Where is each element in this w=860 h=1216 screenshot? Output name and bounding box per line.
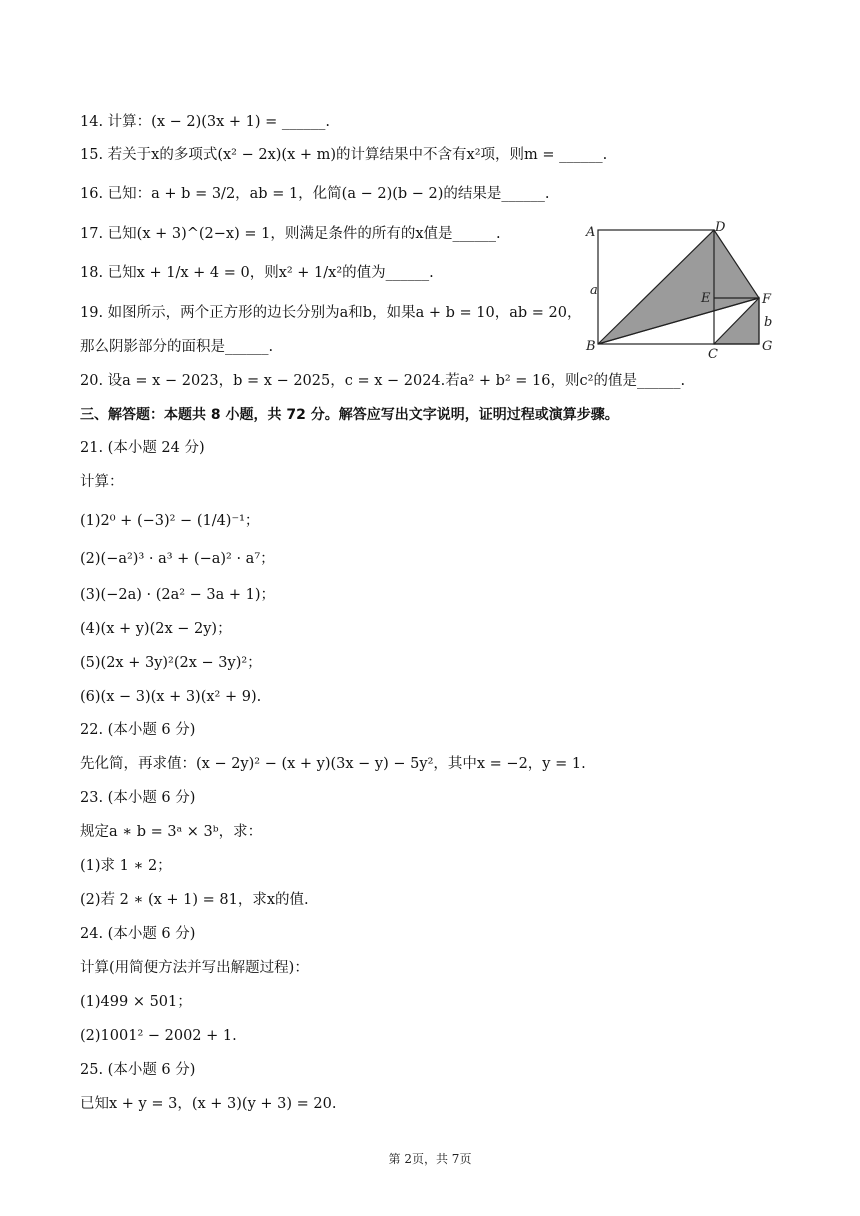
q25-header: 25. (本小题 6 分) [80, 1062, 196, 1078]
q21-part5: (5)(2x + 3y)²(2x − 3y)²； [80, 655, 262, 671]
label-a-vertex: A [586, 225, 596, 240]
q21-header: 21. (本小题 24 分) [80, 440, 205, 456]
label-c-vertex: C [708, 347, 718, 360]
section-heading: 三、解答题：本题共 8 小题，共 72 分。解答应写出文字说明，证明过程或演算步骤。 [80, 407, 619, 423]
q22-body: 先化简，再求值：(x − 2y)² − (x + y)(3x − y) − 5y²，其中x = −2，y = 1. [80, 756, 586, 772]
q24-part1: (1)499 × 501； [80, 994, 192, 1010]
q24-header: 24. (本小题 6 分) [80, 926, 196, 942]
q23-header: 23. (本小题 6 分) [80, 790, 196, 806]
q17: 17. 已知(x + 3)^(2−x) = 1，则满足条件的所有的x值是______. [80, 226, 501, 242]
q24-body: 计算(用简便方法并写出解题过程)： [80, 960, 309, 976]
q21-part1: (1)2⁰ + (−3)² − (1/4)⁻¹； [80, 513, 260, 529]
label-g-vertex: G [762, 339, 773, 354]
label-side-a: a [590, 283, 598, 298]
label-b-vertex: B [586, 339, 596, 354]
q23-part1: (1)求 1 ∗ 2； [80, 858, 172, 874]
label-d-vertex: D [715, 220, 726, 235]
q20: 20. 设a = x − 2023，b = x − 2025，c = x − 2024.若a² + b² = 16，则c²的值是______. [80, 373, 686, 389]
label-side-b: b [764, 315, 773, 330]
q23-part2: (2)若 2 ∗ (x + 1) = 81，求x的值. [80, 892, 309, 908]
q19: 19. 如图所示，两个正方形的边长分别为a和b，如果a + b = 10，ab = 20， [80, 305, 582, 321]
q16: 16. 已知：a + b = 3/2，ab = 1，化简(a − 2)(b − 2)的结果是______. [80, 186, 550, 202]
q22-header: 22. (本小题 6 分) [80, 722, 196, 738]
q23-body: 规定a ∗ b = 3ᵃ × 3ᵇ，求： [80, 824, 263, 840]
geometry-diagram [584, 220, 784, 360]
q21-instruction: 计算： [80, 474, 124, 490]
q18: 18. 已知x + 1/x + 4 = 0，则x² + 1/x²的值为______. [80, 265, 434, 281]
q21-part6: (6)(x − 3)(x + 3)(x² + 9). [80, 689, 262, 705]
page-footer: 第 2页，共 7页 [388, 1152, 472, 1166]
label-f-vertex: F [762, 292, 772, 307]
q21-part3: (3)(−2a) · (2a² − 3a + 1)； [80, 587, 276, 603]
two-squares-figure [584, 220, 784, 364]
label-e-vertex: E [701, 291, 711, 306]
q25-body: 已知x + y = 3，(x + 3)(y + 3) = 20. [80, 1096, 337, 1112]
q21-part4: (4)(x + y)(2x − 2y)； [80, 621, 232, 637]
q24-part2: (2)1001² − 2002 + 1. [80, 1028, 237, 1044]
q19-cont: 那么阴影部分的面积是______. [80, 339, 274, 355]
q14: 14. 计算：(x − 2)(3x + 1) = ______. [80, 114, 331, 130]
q21-part2: (2)(−a²)³ · a³ + (−a)² · a⁷； [80, 551, 275, 567]
q15: 15. 若关于x的多项式(x² − 2x)(x + m)的计算结果中不含有x²项，则m = ______. [80, 147, 608, 163]
